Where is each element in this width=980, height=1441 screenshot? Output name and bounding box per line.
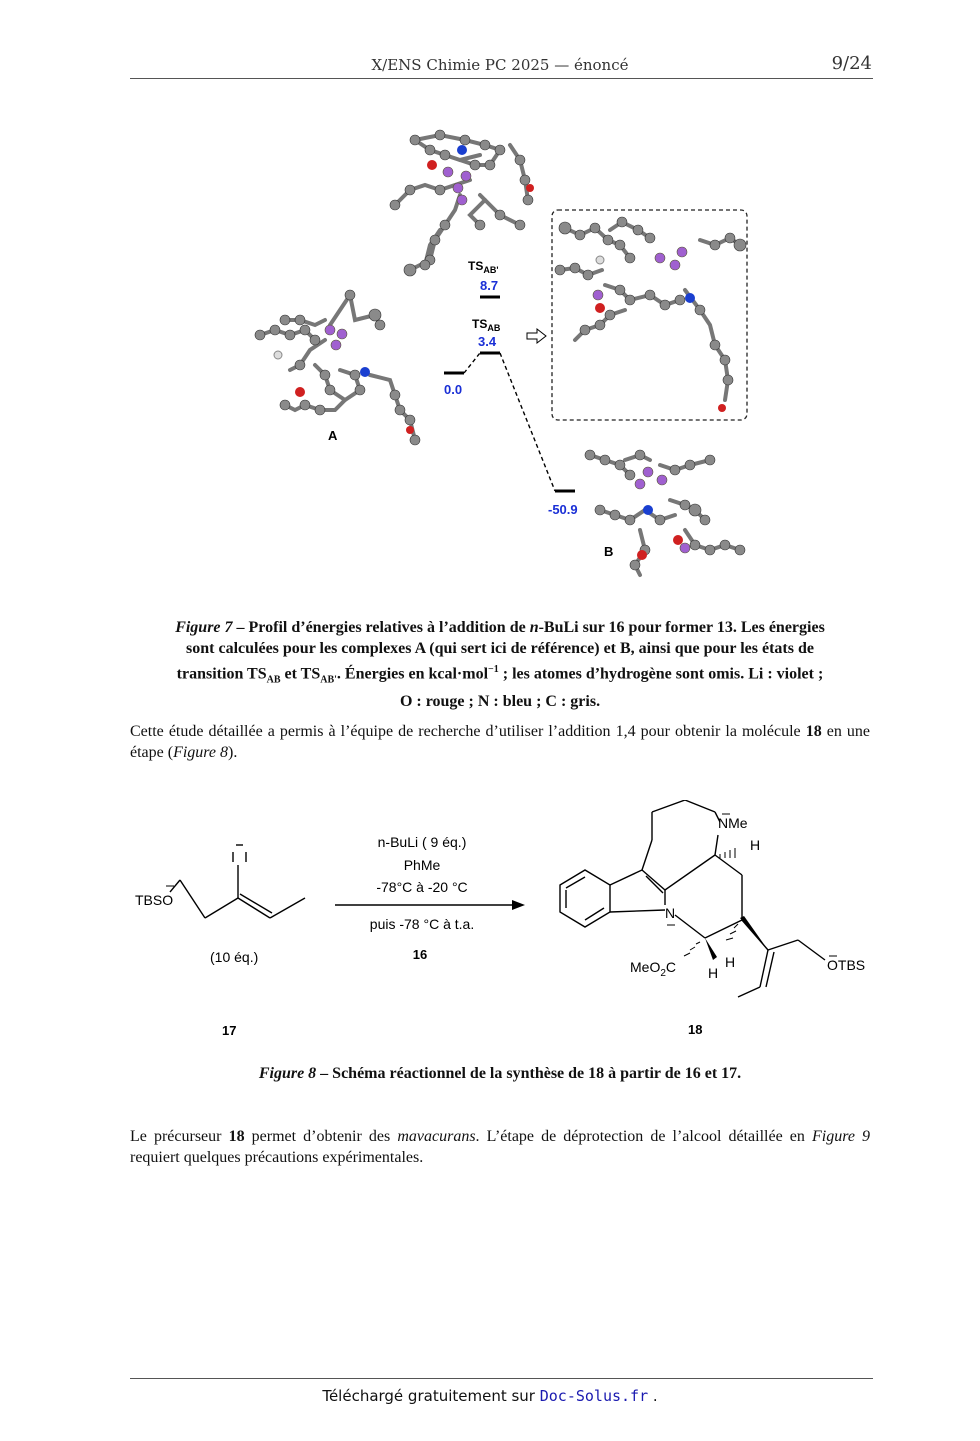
reagent-17-number: 17 — [222, 1023, 237, 1038]
caption-line4: O : rouge ; N : bleu ; C : gris. — [399, 692, 601, 710]
para2-italic2: Figure 9 — [811, 1128, 871, 1145]
header-rule — [130, 78, 873, 79]
caption-line3d: ; les atomes d’hydrogène sont omis. Li : violet ; — [498, 665, 824, 683]
complex-a-label: A — [328, 428, 338, 443]
para2-bold: 18 — [228, 1128, 245, 1145]
ts-ab-sub: AB — [487, 323, 501, 333]
product-h-top: H — [750, 837, 761, 853]
caption-line3c: . Énergies en kcal·mol — [336, 665, 489, 683]
reagent-17-structure — [170, 845, 305, 918]
para1-italic: Figure 8 — [173, 744, 229, 761]
conditions-line3: -78°C à -20 °C — [376, 879, 468, 895]
energy-levels — [444, 297, 575, 491]
hashed-bonds — [684, 848, 738, 956]
para2-text-c: . L’étape de déprotection de l’alcool détaillée en — [475, 1128, 805, 1145]
footer-link[interactable]: Doc-Solus.fr — [539, 1387, 649, 1405]
b-energy: -50.9 — [548, 502, 578, 517]
footer — [0, 1387, 980, 1405]
caption-sub-abp: AB' — [320, 674, 337, 686]
caption-line1b: -BuLi sur 16 pour former 13. Les énergies — [538, 619, 825, 636]
figure-7-label: Figure 7 — [175, 619, 233, 636]
arrow-to-ts-detail — [527, 329, 546, 343]
running-header-title: X/ENS Chimie PC 2025 — énoncé — [371, 56, 629, 74]
molecule-ts-ab-detail — [555, 217, 746, 412]
product-n-ring: N — [665, 905, 676, 921]
caption-sub-ab: AB — [266, 674, 281, 686]
molecule-ts-ab-prime — [390, 130, 534, 276]
product-otbs: OTBS — [827, 957, 866, 973]
svg-text:TSAB' — [468, 259, 498, 275]
paragraph-1 — [130, 721, 870, 763]
product-h-right: H — [725, 954, 736, 970]
product-18-structure — [560, 800, 825, 997]
footer-rule — [130, 1378, 873, 1379]
figure-8-label: Figure 8 — [258, 1065, 317, 1082]
caption-line2: sont calculées pour les complexes A (qui sert ici de référence) et B, ainsi que pour les états de — [186, 640, 814, 657]
reagent-17-equiv: (10 éq.) — [210, 949, 259, 965]
product-h-left: H — [708, 965, 719, 981]
figure-8-caption — [130, 1063, 870, 1084]
product-nme: NMe — [718, 815, 748, 831]
para1-text-b: en une étape ( — [130, 723, 871, 761]
para2-text-b: permet d’obtenir des — [244, 1128, 398, 1145]
para2-italic1: mavacurans — [397, 1128, 476, 1145]
caption-sup: −1 — [488, 664, 499, 675]
caption-line3a: transition TS — [176, 665, 267, 683]
para2-text-a: Le précurseur — [130, 1128, 229, 1145]
caption-dash: – — [232, 619, 249, 636]
conditions-line1: n-BuLi ( 9 éq.) — [377, 834, 467, 850]
footer-end: . — [648, 1387, 658, 1405]
ts-ab-prime-sub: AB' — [483, 265, 499, 275]
substrate-16-number: 16 — [412, 947, 428, 962]
footer-text: Téléchargé gratuitement sur — [322, 1387, 540, 1405]
caption8-dash: – — [316, 1065, 333, 1082]
product-18-number: 18 — [688, 1022, 703, 1037]
caption-n: n — [529, 619, 539, 636]
para1-text-a: Cette étude détaillée a permis à l’équipe de recherche d’utiliser l’addition 1,4 pour obtenir la molécule — [130, 723, 801, 740]
caption-line3b: et TS — [280, 665, 321, 683]
complex-b-label: B — [604, 544, 614, 559]
figure-8-reaction-scheme — [130, 800, 875, 1050]
paragraph-2 — [130, 1126, 870, 1168]
product-ester: MeO$_2$C — [630, 959, 677, 979]
conditions-line4: puis -78 °C à t.a. — [369, 916, 475, 932]
reaction-arrowhead — [512, 900, 525, 910]
conditions-line2: PhMe — [403, 857, 441, 873]
caption8-text: Schéma réactionnel de la synthèse de 18 à partir de 16 et 17. — [332, 1065, 742, 1082]
ts-ab-prime-label: TS — [468, 259, 484, 273]
para1-text-c: ). — [228, 744, 238, 761]
caption-line1: Profil d’énergies relatives à l’addition de — [248, 619, 530, 636]
page-number: 9/24 — [831, 53, 872, 74]
figure-7-caption — [130, 617, 870, 712]
para1-bold: 18 — [805, 723, 822, 740]
a-energy: 0.0 — [444, 382, 463, 397]
svg-text:TSAB — [472, 317, 501, 333]
ts-ab-prime-energy: 8.7 — [480, 278, 499, 293]
para2-text-d: requiert quelques précautions expérimentales. — [130, 1149, 424, 1166]
reagent-17-tbso: TBSO — [135, 892, 174, 908]
molecule-complex-a — [255, 290, 420, 445]
figure-7-energy-profile — [230, 110, 770, 590]
ts-ab-energy: 3.4 — [478, 334, 497, 349]
ts-ab-label: TS — [472, 317, 488, 331]
